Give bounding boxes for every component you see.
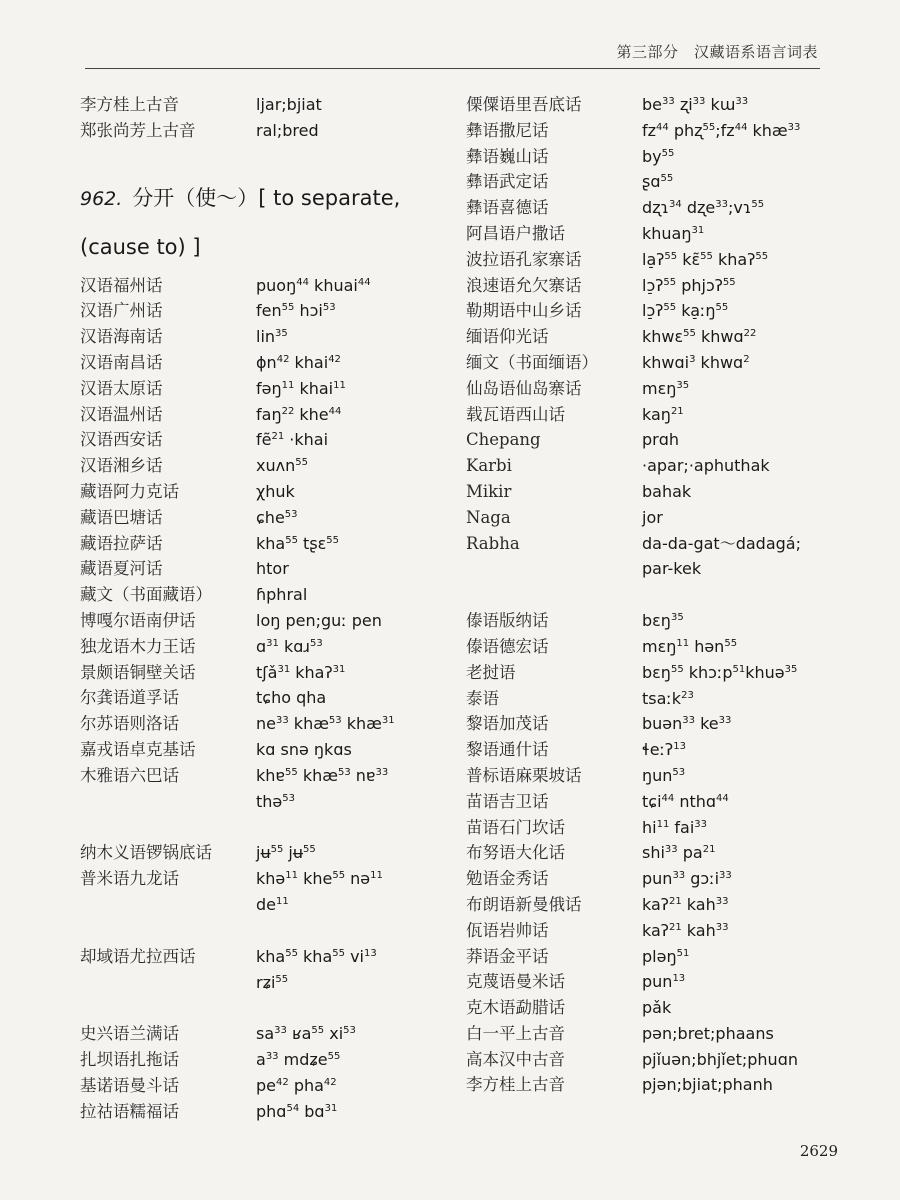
language-name: 尔苏语则洛话 [80, 714, 179, 734]
language-name: 汉语湘乡话 [80, 456, 163, 476]
word-form: tʃǎ$^{31}$ khaʔ$^{31}$ [256, 662, 346, 682]
language-name: 白一平上古音 [466, 1023, 565, 1043]
word-form: kha$^{55}$ kha$^{55}$ $vi^{13}$ [256, 946, 377, 966]
right-column [466, 92, 866, 1098]
word-form: jor [642, 507, 663, 527]
word-row [80, 685, 450, 711]
entry-title-line2: (cause to) ] [80, 234, 201, 259]
word-row [80, 660, 450, 686]
word-form: ʂɑ$^{55}$ [642, 172, 674, 192]
word-form: kɑ snə ŋkɑs [256, 739, 352, 759]
previous-entry-continuation [80, 92, 450, 144]
word-form: χhuk [256, 481, 295, 501]
language-name: 汉语温州话 [80, 404, 163, 424]
word-row [80, 763, 450, 789]
word-form: fəŋ$^{11}$ khai$^{11}$ [256, 378, 346, 398]
language-name: Naga [466, 507, 511, 527]
language-name: 老挝语 [466, 662, 516, 682]
language-name: 博嘎尔语南伊话 [80, 610, 196, 630]
word-form: lin$^{35}$ [256, 327, 288, 347]
language-name: 木雅语六巴话 [80, 765, 179, 785]
language-name: 傣语德宏话 [466, 636, 549, 656]
word-form: mɛŋ$^{35}$ [642, 378, 690, 398]
word-form: tɕi$^{44}$ nthɑ$^{44}$ [642, 791, 729, 811]
language-name: 载瓦语西山话 [466, 404, 565, 424]
word-form: khɐ$^{55}$ khæ$^{53}$ nɐ$^{33}$ [256, 765, 389, 785]
language-name: 傈僳语里吾底话 [466, 95, 582, 114]
word-row [80, 970, 450, 996]
language-name: 李方桂上古音 [80, 95, 179, 114]
language-name: 泰语 [466, 688, 499, 708]
word-row [80, 531, 450, 557]
word-row [466, 221, 866, 247]
word-row [466, 195, 866, 221]
word-row [80, 1099, 450, 1125]
language-name: 仙岛语仙岛寨话 [466, 378, 582, 398]
word-form: $ne^{33}$ khæ$^{53}$ khæ$^{31}$ [256, 714, 395, 734]
word-row [466, 1047, 866, 1073]
language-name: 苗语吉卫话 [466, 791, 549, 811]
language-name: 藏语巴塘话 [80, 507, 163, 527]
language-name: 汉语西安话 [80, 430, 163, 450]
page-number: 2629 [799, 1142, 838, 1160]
row-spacer [80, 918, 450, 944]
language-name: 李方桂上古音 [466, 1075, 565, 1095]
left-word-list [80, 273, 450, 1125]
language-name: 拉祜语糯福话 [80, 1101, 179, 1121]
language-name: 汉语南昌话 [80, 352, 163, 372]
word-form: lɔ̠ʔ$^{55}$ phjɔʔ$^{55}$ [642, 275, 736, 295]
language-name: 浪速语允欠寨话 [466, 275, 582, 295]
language-name: 基诺语曼斗话 [80, 1075, 179, 1095]
entry-title-line1: 分开（使～）[ to separate, [132, 185, 401, 210]
word-row [466, 969, 866, 995]
word-form: mɛŋ$^{11}$ hən$^{55}$ [642, 636, 738, 656]
word-form: bahak [642, 481, 692, 501]
word-form: pən;bret;phaans [642, 1023, 774, 1043]
word-form: xuʌn$^{55}$ [256, 456, 308, 476]
word-form: ral;bred [256, 120, 319, 140]
language-name: 独龙语木力王话 [80, 636, 196, 656]
word-row [466, 505, 866, 531]
language-name: 尔龚语道孚话 [80, 688, 179, 708]
word-row [466, 634, 866, 660]
language-name: 莽语金平话 [466, 946, 549, 966]
right-word-list [466, 92, 866, 1098]
word-form: ljar;bjiat [256, 95, 322, 114]
word-row [466, 453, 866, 479]
language-name: 阿昌语户撒话 [466, 223, 565, 243]
word-form: loŋ pen;guː pen [256, 610, 382, 630]
word-form: par-kek [642, 559, 702, 579]
word-row [80, 1073, 450, 1099]
word-form: prɑh [642, 430, 680, 450]
word-form: pjən;bjiat;phanh [642, 1075, 773, 1095]
word-row [466, 427, 866, 453]
word-form: $sa^{33}$ ʁa$^{55}$ $xi^{53}$ [256, 1024, 356, 1044]
word-form: ɸn$^{42}$ khai$^{42}$ [256, 352, 341, 372]
word-row [466, 479, 866, 505]
word-row [466, 892, 866, 918]
language-name: 扎坝语扎拖话 [80, 1050, 179, 1070]
word-row [80, 944, 450, 970]
word-form: shi$^{33}$ $pa^{21}$ [642, 843, 716, 863]
language-name: 藏文（书面藏语） [80, 585, 212, 605]
word-row [466, 1072, 866, 1098]
word-row [80, 840, 450, 866]
language-name: 克蔑语曼米话 [466, 972, 565, 992]
word-form: ɦphral [256, 585, 308, 605]
language-name: 彝语喜德话 [466, 198, 549, 218]
language-name: 彝语撒尼话 [466, 120, 549, 140]
word-row [466, 944, 866, 970]
word-row [80, 350, 450, 376]
word-row [466, 918, 866, 944]
word-row [80, 427, 450, 453]
word-row [80, 711, 450, 737]
word-row [80, 273, 450, 299]
row-spacer [466, 582, 866, 608]
language-name: 黎语加茂话 [466, 714, 549, 734]
language-name: 彝语武定话 [466, 172, 549, 192]
word-row [466, 737, 866, 763]
word-form: khwɑi$^3$ khwɑ$^2$ [642, 352, 750, 372]
language-name: Chepang [466, 430, 541, 450]
language-name: 藏语夏河话 [80, 559, 163, 579]
language-name: 布努语大化话 [466, 843, 565, 863]
language-name: Mikir [466, 481, 512, 501]
word-row [80, 376, 450, 402]
word-form: bɛŋ$^{55}$ khɔːp$^{51}$khuə$^{35}$ [642, 662, 798, 682]
language-name: 傣语版纳话 [466, 611, 549, 631]
language-name: 汉语福州话 [80, 275, 163, 295]
language-name: 高本汉中古音 [466, 1049, 565, 1069]
left-column [80, 92, 450, 1125]
row-spacer [80, 814, 450, 840]
word-row [80, 92, 450, 118]
word-row [80, 1047, 450, 1073]
word-form: faŋ$^{22}$ khe$^{44}$ [256, 404, 342, 424]
word-form: ɑ$^{31}$ kɑɹ$^{53}$ [256, 636, 323, 656]
word-row [80, 479, 450, 505]
row-spacer [80, 995, 450, 1021]
language-name: 彝语巍山话 [466, 146, 549, 166]
language-name: Rabha [466, 533, 520, 553]
language-name: 汉语广州话 [80, 301, 163, 321]
language-name: 缅文（书面缅语） [466, 352, 598, 372]
word-form: kha$^{55}$ tʂɛ$^{55}$ [256, 533, 340, 553]
word-row [466, 660, 866, 686]
word-form: tɕho qha [256, 688, 327, 708]
word-form: khwɛ$^{55}$ khwɑ$^{22}$ [642, 327, 757, 347]
language-name: 郑张尚芳上古音 [80, 120, 196, 140]
language-name: 藏语拉萨话 [80, 533, 163, 553]
word-row [80, 737, 450, 763]
word-row [466, 247, 866, 273]
word-form: lɔ̠ʔ$^{55}$ ka̠ːŋ$^{55}$ [642, 301, 729, 321]
word-row [80, 1021, 450, 1047]
word-row [466, 118, 866, 144]
word-row [80, 608, 450, 634]
language-name: 普米语九龙话 [80, 869, 179, 889]
word-row [466, 866, 866, 892]
language-name: 景颇语铜壁关话 [80, 662, 196, 682]
word-row [80, 505, 450, 531]
word-form: bɛŋ$^{35}$ [642, 611, 684, 631]
word-row [466, 711, 866, 737]
word-row [80, 582, 450, 608]
word-form: jʉ$^{55}$ jʉ$^{55}$ [256, 843, 316, 863]
word-row [80, 402, 450, 428]
word-form: phɑ$^{54}$ bɑ$^{31}$ [256, 1101, 338, 1121]
language-name: 布朗语新曼俄话 [466, 894, 582, 914]
word-form: tsaːk$^{23}$ [642, 688, 694, 708]
word-form: $pe^{42}$ pha$^{42}$ [256, 1075, 337, 1095]
word-row [466, 402, 866, 428]
word-form: $hi^{11}$ fai$^{33}$ [642, 817, 708, 837]
language-name: 纳木义语锣锅底话 [80, 843, 212, 863]
word-row [466, 608, 866, 634]
language-name: 缅语仰光话 [466, 327, 549, 347]
word-row [466, 763, 866, 789]
word-form: pjǐuən;bhjǐet;phuɑn [642, 1049, 798, 1069]
word-row [466, 1021, 866, 1047]
word-form: pun$^{33}$ gɔːi$^{33}$ [642, 869, 732, 889]
word-form: $be^{33}$ ʐi$^{33}$ kɯ$^{33}$ [642, 95, 749, 114]
word-form: ɬeːʔ$^{13}$ [642, 740, 686, 760]
language-name: 汉语海南话 [80, 327, 163, 347]
entry-number: 962. [80, 187, 123, 210]
language-name: 藏语阿力克话 [80, 481, 179, 501]
word-form: da-da-gat～dadagá; [642, 533, 801, 553]
language-name: Karbi [466, 456, 512, 476]
language-name: 嘉戎语卓克基话 [80, 739, 196, 759]
word-form: ŋun$^{53}$ [642, 765, 686, 785]
language-name: 普标语麻栗坡话 [466, 765, 582, 785]
word-row [466, 376, 866, 402]
word-row [466, 298, 866, 324]
word-row [466, 169, 866, 195]
word-form: dʐɿ$^{34}$ dʐe$^{33}$;vɿ$^{55}$ [642, 198, 765, 218]
word-row [466, 531, 866, 557]
word-row [466, 556, 866, 582]
word-form: htor [256, 559, 289, 579]
word-row [466, 92, 866, 118]
word-form: $by^{55}$ [642, 146, 675, 166]
word-form: kaʔ$^{21}$ kah$^{33}$ [642, 920, 729, 940]
word-row [466, 686, 866, 712]
language-name: 勉语金秀话 [466, 869, 549, 889]
word-row [466, 815, 866, 841]
language-name: 却域语尤拉西话 [80, 946, 196, 966]
word-row [466, 144, 866, 170]
language-name: 波拉语孔家寨话 [466, 249, 582, 269]
word-form: $fz^{44}$ $phʐ^{55};fz^{44}$ khæ$^{33}$ [642, 120, 801, 140]
word-row [466, 350, 866, 376]
word-form: rʑi$^{55}$ [256, 972, 289, 992]
language-name: 勒期语中山乡话 [466, 301, 582, 321]
word-form: pun$^{13}$ [642, 972, 686, 992]
word-row [80, 324, 450, 350]
word-form: thə$^{53}$ [256, 791, 295, 811]
word-form: la̠ʔ$^{55}$ kɛ̃$^{55}$ khaʔ$^{55}$ [642, 249, 769, 269]
word-form: pləŋ$^{51}$ [642, 946, 690, 966]
word-row [466, 789, 866, 815]
word-form: khə$^{11}$ khe$^{55}$ nə$^{11}$ [256, 869, 383, 889]
word-row [80, 892, 450, 918]
word-form: pǎk [642, 998, 672, 1018]
word-form: fen$^{55}$ hɔi$^{53}$ [256, 301, 336, 321]
word-row [80, 453, 450, 479]
word-form: $a^{33}$ mdʑe$^{55}$ [256, 1050, 341, 1070]
word-row [80, 789, 450, 815]
word-row [80, 298, 450, 324]
word-row [80, 118, 450, 144]
word-row [80, 634, 450, 660]
word-form: ɕhe$^{53}$ [256, 507, 298, 527]
language-name: 汉语太原话 [80, 378, 163, 398]
word-form: ·apar;·aphuthak [642, 456, 770, 476]
word-form: khuaŋ$^{31}$ [642, 223, 705, 243]
word-row [466, 840, 866, 866]
word-form: $de^{11}$ [256, 894, 289, 914]
word-form: buən$^{33}$ $ke^{33}$ [642, 714, 732, 734]
language-name: 史兴语兰满话 [80, 1024, 179, 1044]
word-row [80, 866, 450, 892]
language-name: 克木语勐腊话 [466, 998, 565, 1018]
entry-heading [80, 174, 450, 271]
word-form: kaŋ$^{21}$ [642, 404, 684, 424]
word-form: fẽ$^{21}$ ·khai [256, 430, 329, 450]
header-rule [85, 68, 820, 69]
language-name: 苗语石门坎话 [466, 817, 565, 837]
word-row [80, 556, 450, 582]
word-row [466, 324, 866, 350]
language-name: 佤语岩帅话 [466, 920, 549, 940]
word-form: kaʔ$^{21}$ kah$^{33}$ [642, 894, 729, 914]
word-form: puoŋ$^{44}$ khuai$^{44}$ [256, 275, 371, 295]
word-row [466, 273, 866, 299]
word-row [466, 995, 866, 1021]
running-header: 第三部分 汉藏语系语言词表 [616, 43, 818, 61]
language-name: 黎语通什话 [466, 740, 549, 760]
